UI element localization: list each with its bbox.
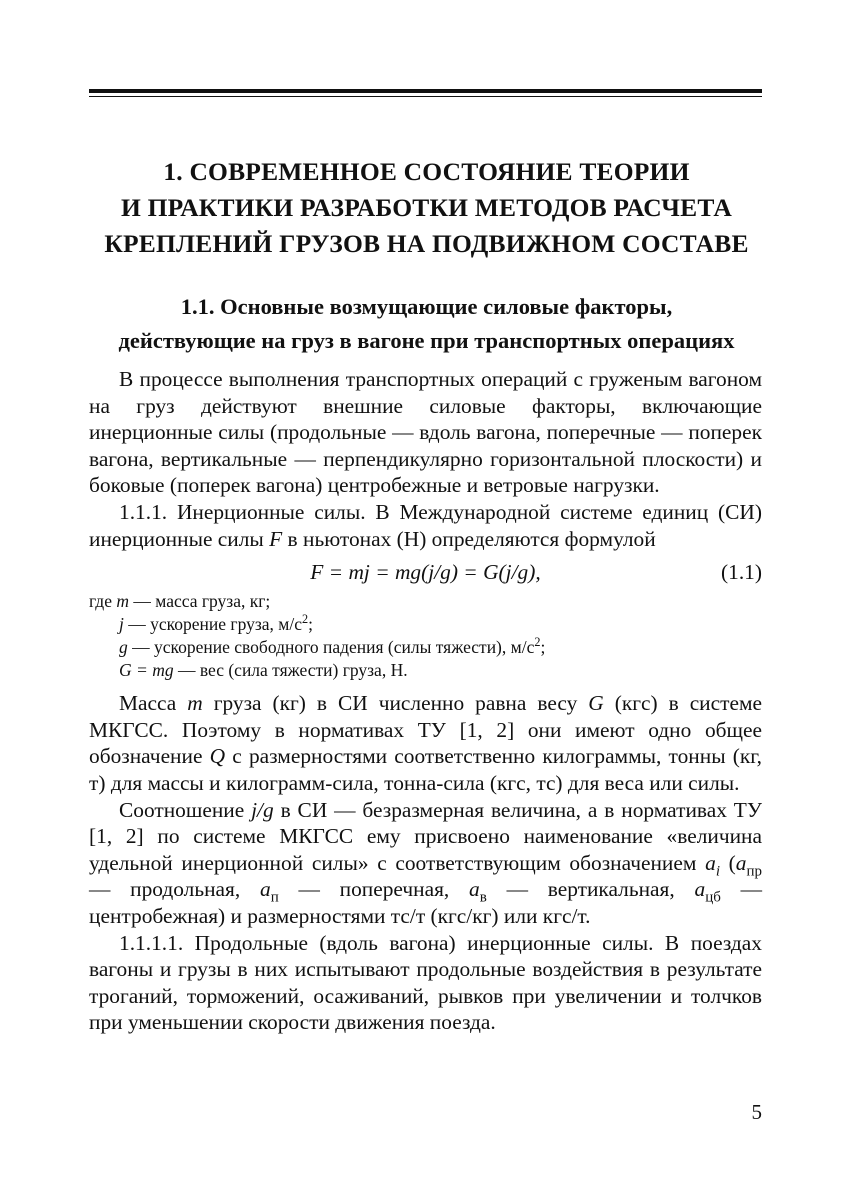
definition-j-text: — ускорение груза, м/с (123, 614, 302, 635)
var-a: a (260, 877, 271, 902)
punct: ; (540, 637, 546, 658)
section-title-line-1: 1.1. Основные возмущающие силовые факторы, (180, 294, 673, 319)
definition-j (89, 613, 762, 636)
var-m: m (116, 591, 129, 612)
subscript: в (479, 889, 487, 906)
text: в СИ — безразмерная величина, а в нормативах ТУ [1, 2] по системе МКГСС ему присвоено наименование «величина удельной инерционной силы» с соответствующим обозначением (89, 797, 762, 875)
text: (кгс) в системе МКГСС. Поэтому в нормативах ТУ [1, 2] они имеют одно общее обозначение (89, 691, 762, 769)
paragraph-2-text-b: в ньютонах (Н) определяются формулой (282, 526, 656, 551)
var-a: a (735, 850, 747, 875)
var-m: m (187, 691, 203, 716)
var-G: G = mg (119, 660, 174, 681)
exponent: 2 (534, 635, 541, 650)
page-number: 5 (751, 1100, 762, 1124)
formula-number: (1.1) (721, 560, 762, 585)
chapter-title-line-3: КРЕПЛЕНИЙ ГРУЗОВ НА ПОДВИЖНОМ СОСТАВЕ (104, 229, 749, 258)
var-F: F (269, 526, 283, 551)
variable-definitions (89, 590, 762, 682)
formula-expression: F = mj = mg(j/g) = G(j/g), (310, 560, 541, 585)
var-j-over-g: j/g (251, 797, 274, 822)
paragraph-5: 1.1.1.1. Продольные (вдоль вагона) инерционные силы. В поездах вагоны и грузы в них испытывают продольные воздействия в результате троганий, торможений, осаживаний, рывков при увеличении и толчков при уменьшении скорости движения поезда. (89, 930, 762, 1035)
header-rule-thick (89, 89, 762, 93)
var-G: G (588, 691, 604, 716)
var-j: j (119, 614, 124, 635)
definition-m-text: — масса груза, кг; (129, 591, 271, 612)
subscript: i (715, 863, 720, 879)
definition-m (89, 590, 762, 613)
text: — центробежная) и размерностями тс/т (кгс/кг) или кгс/т. (89, 877, 762, 928)
var-a: a (469, 877, 480, 902)
var-a: a (694, 877, 706, 902)
var-g: g (119, 637, 128, 658)
var-a: a (705, 850, 716, 875)
chapter-title-line-1: 1. СОВРЕМЕННОЕ СОСТОЯНИЕ ТЕОРИИ (163, 157, 690, 186)
paragraph-3 (89, 690, 762, 796)
chapter-title-line-2: И ПРАКТИКИ РАЗРАБОТКИ МЕТОДОВ РАСЧЕТА (121, 193, 732, 222)
text: — продольная, (89, 877, 260, 902)
definition-g (89, 636, 762, 659)
body-text (89, 366, 762, 1036)
formula-1-1 (89, 558, 762, 586)
text: Масса (119, 691, 188, 716)
definition-g-text: — ускорение свободного падения (силы тяжести), м/с (127, 637, 535, 658)
paragraph-4 (89, 797, 762, 930)
paragraph-1: В процессе выполнения транспортных операций с груженым вагоном на груз действуют внешние силовые факторы, включающие инерционные силы (продольные — вдоль вагона, поперечные — поперек вагона, вертикальные — перпендикулярно горизонтальной плоскости) и боковые (поперек вагона) центробежные и ветровые нагрузки. (89, 367, 762, 498)
paragraph-2 (89, 499, 762, 552)
text: груза (кг) в СИ численно равна весу (202, 691, 589, 716)
text: — поперечная, (278, 877, 470, 902)
text: ( (719, 850, 736, 875)
header-rule-thin (89, 96, 762, 97)
chapter-title (60, 154, 793, 262)
where-word: где (89, 591, 117, 612)
paragraph-2-text-a: 1.1.1. Инерционные силы. В Международной системе единиц (СИ) инерционные силы (89, 499, 762, 551)
definition-G-text: — вес (сила тяжести) груза, Н. (173, 660, 408, 681)
subscript: цб (705, 889, 721, 906)
punct: ; (308, 614, 313, 635)
section-title (60, 290, 793, 358)
var-Q: Q (209, 744, 226, 769)
text: с размерностями соответственно килограммы, тонны (кг, т) для массы и килограмм-сила, тонна-сила (кгс, тс) для веса или силы. (89, 744, 762, 795)
subscript: пр (746, 863, 762, 879)
exponent: 2 (301, 612, 309, 627)
definition-G (89, 659, 762, 682)
text: Соотношение (119, 797, 252, 822)
section-title-line-2: действующие на груз в вагоне при транспортных операциях (118, 328, 735, 353)
subscript: п (270, 889, 279, 906)
text: — вертикальная, (486, 877, 695, 902)
